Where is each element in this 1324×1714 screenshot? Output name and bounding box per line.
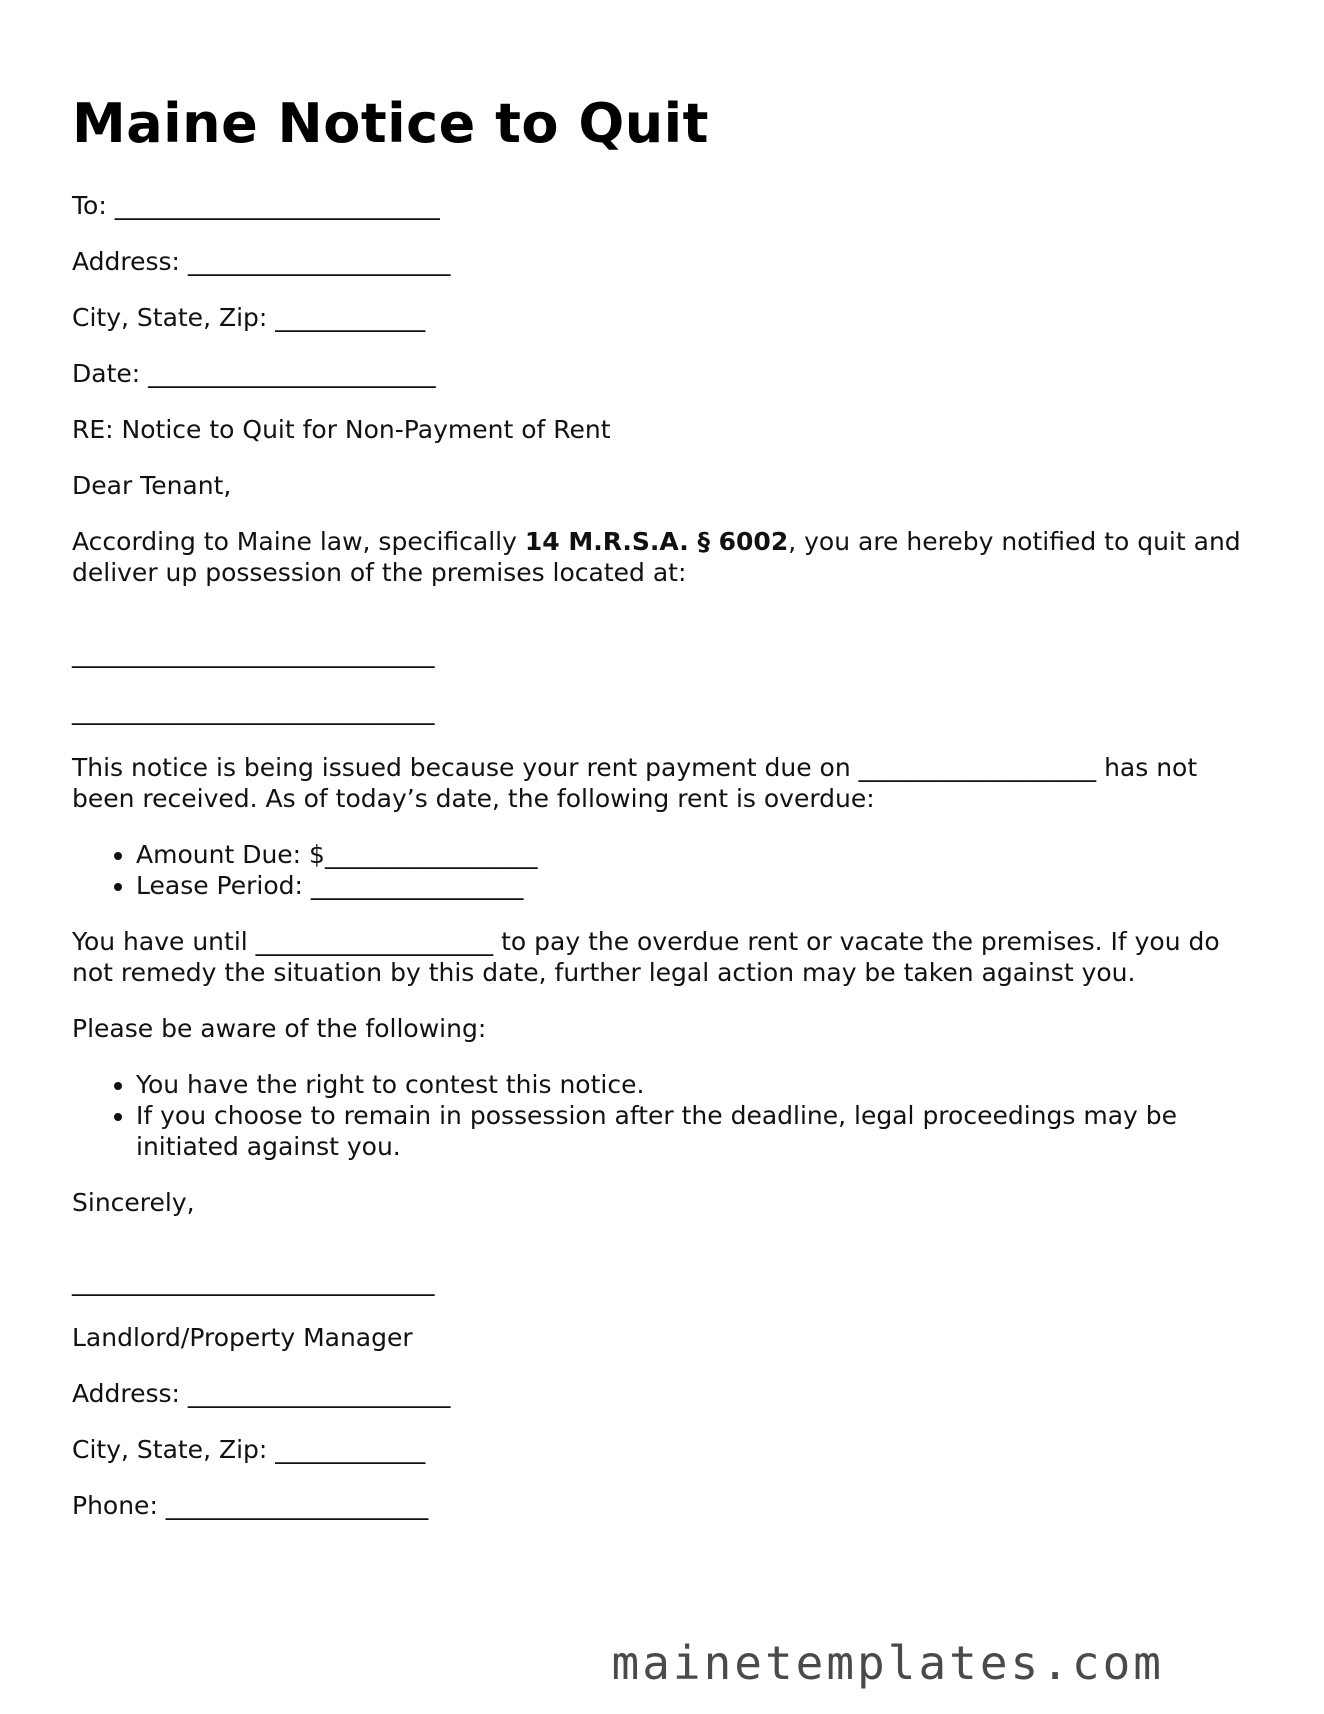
re-line: RE: Notice to Quit for Non-Payment of Rent (72, 415, 611, 444)
list-item-legal-proceedings: • If you choose to remain in possession after the deadline, legal proceedings may be initiated against you. (136, 1100, 1252, 1162)
notice-date-field: Date: _______________________ (72, 359, 436, 388)
landlord-label: Landlord/Property Manager (72, 1323, 413, 1352)
landlord-phone-field: Phone: _____________________ (72, 1491, 429, 1520)
list-item-amount-due: • Amount Due: $_________________ (136, 839, 1252, 870)
intro-paragraph (72, 526, 1252, 588)
recipient-city-state-zip-field: City, State, Zip: ____________ (72, 303, 426, 332)
deadline-paragraph: You have until ___________________ to pay the overdue rent or vacate the premises. If you do not remedy the situation by this date, further legal action may be taken against you. (72, 927, 1220, 987)
landlord-city-state-zip-field: City, State, Zip: ____________ (72, 1435, 426, 1464)
document-title: Maine Notice to Quit (72, 92, 709, 155)
signature-line: _____________________________ (72, 1267, 435, 1296)
closing: Sincerely, (72, 1188, 195, 1217)
landlord-address-field: Address: _____________________ (72, 1379, 451, 1408)
statute-reference: 14 M.R.S.A. § 6002 (524, 527, 789, 556)
aware-list (72, 1069, 1252, 1162)
intro-text-after: , you are hereby notified to quit and deliver up possession of the premises located at: (72, 527, 1241, 587)
watermark: mainetemplates.com (611, 1636, 1164, 1690)
premises-line-1: _____________________________ (72, 639, 435, 668)
recipient-address-field: Address: _____________________ (72, 247, 451, 276)
document-page (72, 88, 1252, 1546)
overdue-list (72, 839, 1252, 901)
aware-intro: Please be aware of the following: (72, 1014, 487, 1043)
intro-text-before: According to Maine law, specifically (72, 527, 525, 556)
reason-paragraph: This notice is being issued because your rent payment due on ___________________ has not been received. As of today’s date, the following rent is overdue: (72, 753, 1198, 813)
recipient-to-field: To: __________________________ (72, 191, 440, 220)
list-item-contest-right: • You have the right to contest this notice. (136, 1069, 1252, 1100)
salutation: Dear Tenant, (72, 471, 232, 500)
premises-line-2: _____________________________ (72, 696, 435, 725)
list-item-lease-period: • Lease Period: _________________ (136, 870, 1252, 901)
